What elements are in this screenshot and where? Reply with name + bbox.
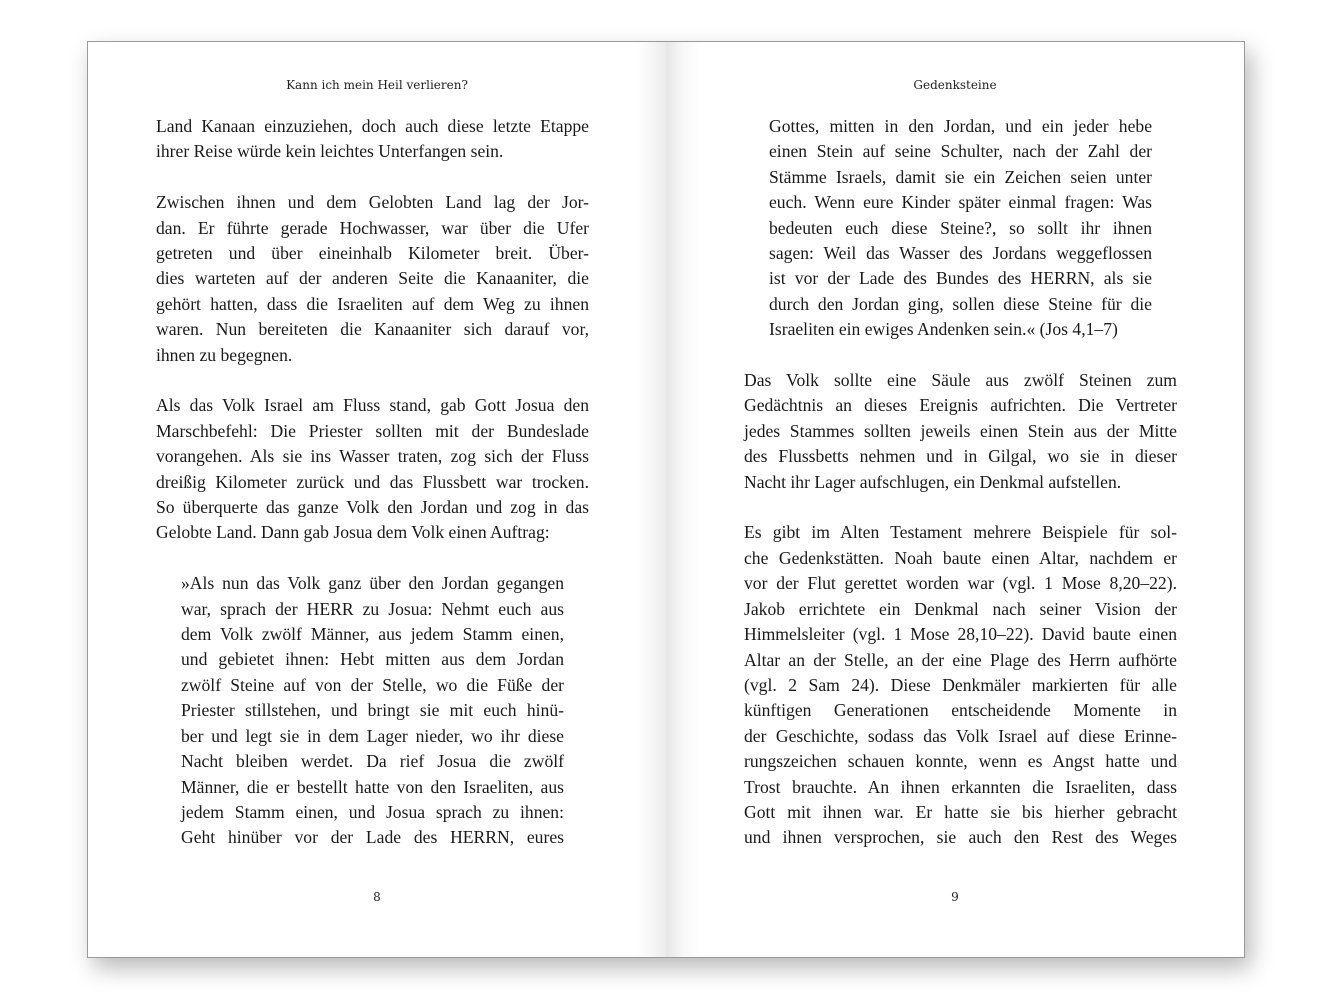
text-line: getreten und über eineinhalb Kilometer breit. Über- [156,243,589,264]
page-body [156,114,589,851]
text-line: jedem Stamm einen, und Josua sprach zu ihnen: [181,801,564,822]
right-page [666,41,1245,958]
text-line: Israeliten ein ewiges Andenken sein.« (Jos 4,1–7) [769,319,1118,340]
text-line: che Gedenkstätten. Noah baute einen Altar, nachdem er [744,547,1177,568]
text-line: vor der Flut gerettet worden war (vgl. 1 Mose 8,20–22). [744,573,1177,594]
text-line: ihrer Reise würde kein leichtes Unterfangen sein. [156,141,504,162]
paragraph [744,368,1177,495]
text-line: vorangehen. Als sie ins Wasser traten, zog sich der Fluss [156,446,589,467]
paragraph [156,190,589,368]
text-line: Zwischen ihnen und dem Gelobten Land lag der Jor- [156,192,589,213]
text-line: Nacht ihr Lager aufschlugen, ein Denkmal aufstellen. [744,471,1122,492]
text-line: dan. Er führte gerade Hochwasser, war über die Ufer [156,217,589,238]
text-line: ist vor der Lade des Bundes des HERRN, als sie [769,268,1152,289]
text-line: der Geschichte, sodass das Volk Israel auf diese Erinne- [744,725,1177,746]
block-quote [181,571,564,850]
text-line: Gelobte Land. Dann gab Josua dem Volk einen Auftrag: [156,522,550,543]
page-number: 9 [951,890,959,904]
text-line: Gottes, mitten in den Jordan, und ein jeder hebe [769,116,1152,136]
text-line: des Flussbetts nehmen und in Gilgal, wo sie in dieser [744,446,1177,467]
paragraph [156,114,589,165]
text-line: waren. Nun bereiteten die Kanaaniter sich darauf vor, [156,319,589,340]
text-line: zwölf Steine auf von der Stelle, wo die Füße der [181,674,564,695]
text-line: Land Kanaan einzuziehen, doch auch diese letzte Etappe [156,116,589,136]
text-line: Männer, die er bestellt hatte von den Israeliten, aus [181,776,564,797]
text-line: sagen: Weil das Wasser des Jordans weggeflossen [769,243,1152,264]
text-line: gehört hatten, dass die Israeliten auf dem Weg zu ihnen [156,293,589,314]
text-line: (vgl. 2 Sam 24). Diese Denkmäler markierten für alle [744,674,1177,695]
text-line: Als das Volk Israel am Fluss stand, gab Gott Josua den [156,395,589,416]
page-number: 8 [373,890,381,904]
text-line: künftigen Generationen entscheidende Momente in [744,700,1177,721]
text-line: jedes Stammes sollten jeweils einen Stein aus der Mitte [744,420,1177,441]
text-line: bedeuten euch diese Steine?, so sollt ihr ihnen [769,217,1152,238]
running-header: Gedenksteine [913,78,997,92]
text-line: Geht hinüber vor der Lade des HERRN, eures [181,827,564,848]
text-line: ber und legt sie in dem Lager nieder, wo ihr diese [181,725,564,746]
text-line: einen Stein auf seine Schulter, nach der Zahl der [769,141,1152,162]
text-line: durch den Jordan ging, sollen diese Steine für die [769,293,1152,314]
paragraph [156,393,589,545]
text-line: Marschbefehl: Die Priester sollten mit der Bundeslade [156,420,589,441]
text-line: und gebietet ihnen: Hebt mitten aus dem Jordan [181,649,564,670]
text-line: Himmelsleiter (vgl. 1 Mose 28,10–22). David baute einen [744,624,1177,645]
paragraph [744,520,1177,850]
text-line: »Als nun das Volk ganz über den Jordan gegangen [181,573,564,594]
text-line: euch. Wenn eure Kinder später einmal fragen: Was [769,192,1152,213]
left-page [87,41,666,958]
text-line: ihnen zu begegnen. [156,344,293,365]
text-line: war, sprach der HERR zu Josua: Nehmt euch aus [181,598,564,619]
text-line: Jakob errichtete ein Denkmal nach seiner Vision der [744,598,1177,619]
text-line: Altar an der Stelle, an der eine Plage des Herrn aufhörte [744,649,1177,670]
text-line: rungszeichen schauen konnte, wenn es Angst hatte und [744,751,1177,772]
text-line: Gedächtnis an dieses Ereignis aufrichten. Die Vertreter [744,395,1177,416]
text-line: Stämme Israels, damit sie ein Zeichen seien unter [769,166,1152,187]
text-line: dies warteten auf der anderen Seite die Kanaaniter, die [156,268,589,289]
text-line: Es gibt im Alten Testament mehrere Beispiele für sol- [744,522,1177,543]
page-body [744,114,1177,851]
text-line: dem Volk zwölf Männer, aus jedem Stamm einen, [181,624,564,645]
text-line: und ihnen versprochen, sie auch den Rest des Weges [744,827,1177,848]
text-line: So überquerte das ganze Volk den Jordan und zog in das [156,497,589,518]
text-line: Nacht bleiben werdet. Da rief Josua die zwölf [181,751,564,772]
text-line: dreißig Kilometer zurück und das Flussbett war trocken. [156,471,589,492]
running-header: Kann ich mein Heil verlieren? [286,78,468,92]
book-spread [87,41,1245,958]
text-line: Das Volk sollte eine Säule aus zwölf Steinen zum [744,370,1177,391]
text-line: Priester stillstehen, und bringt sie mit euch hinü- [181,700,564,721]
block-quote [769,114,1152,343]
text-line: Gott mit ihnen war. Er hatte sie bis hierher gebracht [744,801,1177,822]
text-line: Trost brauchte. An ihnen erkannten die Israeliten, dass [744,776,1177,797]
